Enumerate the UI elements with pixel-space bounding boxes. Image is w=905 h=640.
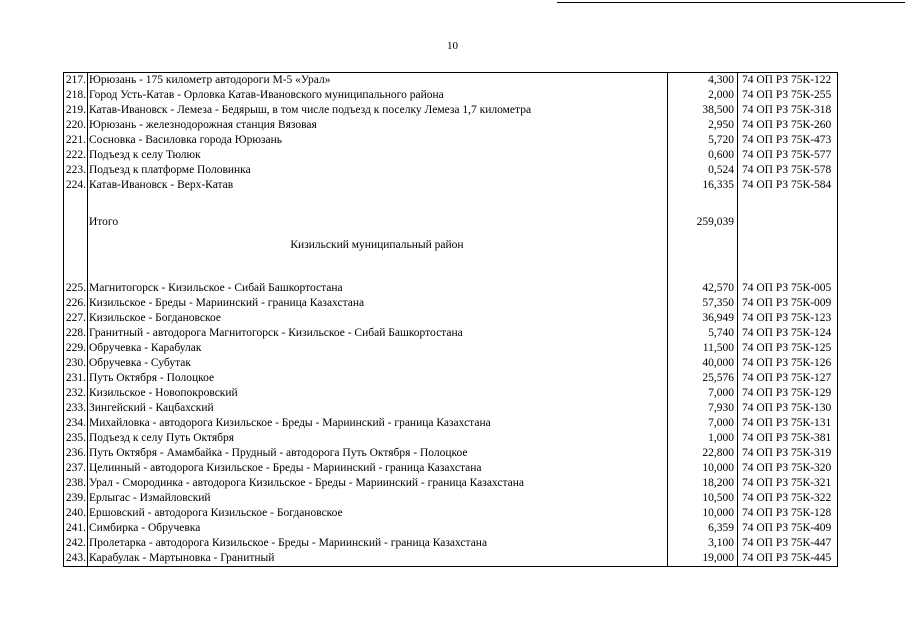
road-length: 10,500 [668,491,738,506]
table-row [64,103,838,118]
row-number: 239. [64,491,88,506]
page-number: 10 [447,40,458,52]
table-row [64,491,838,506]
table-row [64,311,838,326]
row-number: 223. [64,163,88,178]
road-code: 74 ОП РЗ 75К-005 [738,281,838,296]
road-code: 74 ОП РЗ 75К-320 [738,461,838,476]
road-name: Ерлыгас - Измайловский [88,491,668,506]
row-number: 243. [64,551,88,567]
road-length: 2,000 [668,88,738,103]
road-name: Пролетарка - автодорога Кизильское - Бреды - Мариинский - граница Казахстана [88,536,668,551]
table-row [64,133,838,148]
road-code: 74 ОП РЗ 75К-584 [738,178,838,193]
road-code: 74 ОП РЗ 75К-123 [738,311,838,326]
road-length: 19,000 [668,551,738,567]
road-name: Город Усть-Катав - Орловка Катав-Ивановского муниципального района [88,88,668,103]
road-name: Зингейский - Кацбахский [88,401,668,416]
empty-cell [64,259,88,281]
road-code: 74 ОП РЗ 75К-381 [738,431,838,446]
road-name: Катав-Ивановск - Верх-Катав [88,178,668,193]
table-row [64,281,838,296]
row-number: 233. [64,401,88,416]
roads-table-body [64,73,838,567]
road-code: 74 ОП РЗ 75К-260 [738,118,838,133]
road-length: 7,930 [668,401,738,416]
road-code: 74 ОП РЗ 75К-125 [738,341,838,356]
road-length: 6,359 [668,521,738,536]
road-name: Магнитогорск - Кизильское - Сибай Башкортостана [88,281,668,296]
row-number: 221. [64,133,88,148]
section-row [64,231,838,259]
row-number: 230. [64,356,88,371]
empty-cell [668,193,738,215]
table-row [64,88,838,103]
road-length: 25,576 [668,371,738,386]
row-number: 217. [64,73,88,89]
road-code: 74 ОП РЗ 75К-445 [738,551,838,567]
row-number: 240. [64,506,88,521]
road-length: 10,000 [668,461,738,476]
road-length: 4,300 [668,73,738,89]
table-row [64,431,838,446]
road-length: 22,800 [668,446,738,461]
roads-table [63,72,838,567]
road-code: 74 ОП РЗ 75К-319 [738,446,838,461]
road-length: 0,600 [668,148,738,163]
road-name: Подъезд к селу Путь Октября [88,431,668,446]
road-name: Ершовский - автодорога Кизильское - Богдановское [88,506,668,521]
road-length: 10,000 [668,506,738,521]
road-name: Подъезд к платформе Половинка [88,163,668,178]
table-row [64,118,838,133]
row-number: 227. [64,311,88,326]
road-length: 11,500 [668,341,738,356]
empty-cell [668,259,738,281]
road-name: Путь Октября - Амамбайка - Прудный - автодорога Путь Октября - Полоцкое [88,446,668,461]
table-row [64,551,838,567]
road-length: 7,000 [668,416,738,431]
empty-cell [738,215,838,231]
table-row [64,536,838,551]
road-length: 57,350 [668,296,738,311]
road-name: Обручевка - Субутак [88,356,668,371]
road-code: 74 ОП РЗ 75К-128 [738,506,838,521]
road-name: Целинный - автодорога Кизильское - Бреды - Мариинский - граница Казахстана [88,461,668,476]
table-row [64,416,838,431]
row-number: 231. [64,371,88,386]
empty-cell [88,259,668,281]
row-number: 222. [64,148,88,163]
table-row [64,386,838,401]
table-row [64,163,838,178]
row-number: 229. [64,341,88,356]
road-name: Гранитный - автодорога Магнитогорск - Кизильское - Сибай Башкортостана [88,326,668,341]
table-row [64,461,838,476]
table-row [64,326,838,341]
road-code: 74 ОП РЗ 75К-447 [738,536,838,551]
road-name: Подъезд к селу Тюлюк [88,148,668,163]
road-length: 38,500 [668,103,738,118]
table-row-blank [64,193,838,215]
table-row-blank [64,259,838,281]
empty-cell [738,193,838,215]
road-code: 74 ОП РЗ 75К-127 [738,371,838,386]
empty-cell [64,193,88,215]
row-number: 242. [64,536,88,551]
total-label: Итого [88,215,668,231]
road-code: 74 ОП РЗ 75К-124 [738,326,838,341]
road-length: 1,000 [668,431,738,446]
row-number: 220. [64,118,88,133]
road-code: 74 ОП РЗ 75К-126 [738,356,838,371]
empty-cell [668,231,738,259]
table-row [64,371,838,386]
row-number: 224. [64,178,88,193]
row-number: 235. [64,431,88,446]
road-length: 18,200 [668,476,738,491]
road-name: Урал - Смородинка - автодорога Кизильское - Бреды - Мариинский - граница Казахстана [88,476,668,491]
table-row [64,341,838,356]
row-number: 225. [64,281,88,296]
row-number: 238. [64,476,88,491]
road-code: 74 ОП РЗ 75К-131 [738,416,838,431]
road-code: 74 ОП РЗ 75К-321 [738,476,838,491]
road-name: Карабулак - Мартыновка - Гранитный [88,551,668,567]
road-name: Обручевка - Карабулак [88,341,668,356]
road-length: 5,720 [668,133,738,148]
row-number: 218. [64,88,88,103]
row-number: 237. [64,461,88,476]
road-length: 0,524 [668,163,738,178]
road-length: 16,335 [668,178,738,193]
road-length: 3,100 [668,536,738,551]
table-row [64,178,838,193]
road-name: Сосновка - Василовка города Юрюзань [88,133,668,148]
section-title: Кизильский муниципальный район [88,231,668,259]
road-name: Кизильское - Бреды - Мариинский - граница Казахстана [88,296,668,311]
row-number: 234. [64,416,88,431]
road-code: 74 ОП РЗ 75К-578 [738,163,838,178]
row-number: 219. [64,103,88,118]
table-row [64,148,838,163]
road-name: Кизильское - Новопокровский [88,386,668,401]
empty-cell [64,231,88,259]
road-code: 74 ОП РЗ 75К-130 [738,401,838,416]
empty-cell [738,231,838,259]
road-length: 7,000 [668,386,738,401]
row-number: 236. [64,446,88,461]
road-length: 36,949 [668,311,738,326]
road-code: 74 ОП РЗ 75К-409 [738,521,838,536]
road-length: 40,000 [668,356,738,371]
road-code: 74 ОП РЗ 75К-577 [738,148,838,163]
table-row [64,476,838,491]
header-rule [557,2,905,3]
row-number: 241. [64,521,88,536]
road-name: Симбирка - Обручевка [88,521,668,536]
table-row [64,506,838,521]
road-name: Юрюзань - 175 километр автодороги М-5 «Урал» [88,73,668,89]
empty-cell [738,259,838,281]
road-code: 74 ОП РЗ 75К-473 [738,133,838,148]
table-row [64,446,838,461]
row-number: 228. [64,326,88,341]
table-row [64,521,838,536]
row-number: 226. [64,296,88,311]
empty-cell [88,193,668,215]
road-name: Кизильское - Богдановское [88,311,668,326]
road-code: 74 ОП РЗ 75К-322 [738,491,838,506]
total-value: 259,039 [668,215,738,231]
road-code: 74 ОП РЗ 75К-129 [738,386,838,401]
road-name: Михайловка - автодорога Кизильское - Бреды - Мариинский - граница Казахстана [88,416,668,431]
road-code: 74 ОП РЗ 75К-318 [738,103,838,118]
total-row [64,215,838,231]
road-code: 74 ОП РЗ 75К-009 [738,296,838,311]
road-name: Путь Октября - Полоцкое [88,371,668,386]
road-code: 74 ОП РЗ 75К-122 [738,73,838,89]
table-row [64,401,838,416]
road-name: Катав-Ивановск - Лемеза - Бедярыш, в том числе подъезд к поселку Лемеза 1,7 километра [88,103,668,118]
table-row [64,73,838,89]
road-length: 5,740 [668,326,738,341]
row-number: 232. [64,386,88,401]
road-name: Юрюзань - железнодорожная станция Вязовая [88,118,668,133]
road-length: 42,570 [668,281,738,296]
table-row [64,296,838,311]
empty-cell [64,215,88,231]
road-code: 74 ОП РЗ 75К-255 [738,88,838,103]
road-length: 2,950 [668,118,738,133]
table-row [64,356,838,371]
